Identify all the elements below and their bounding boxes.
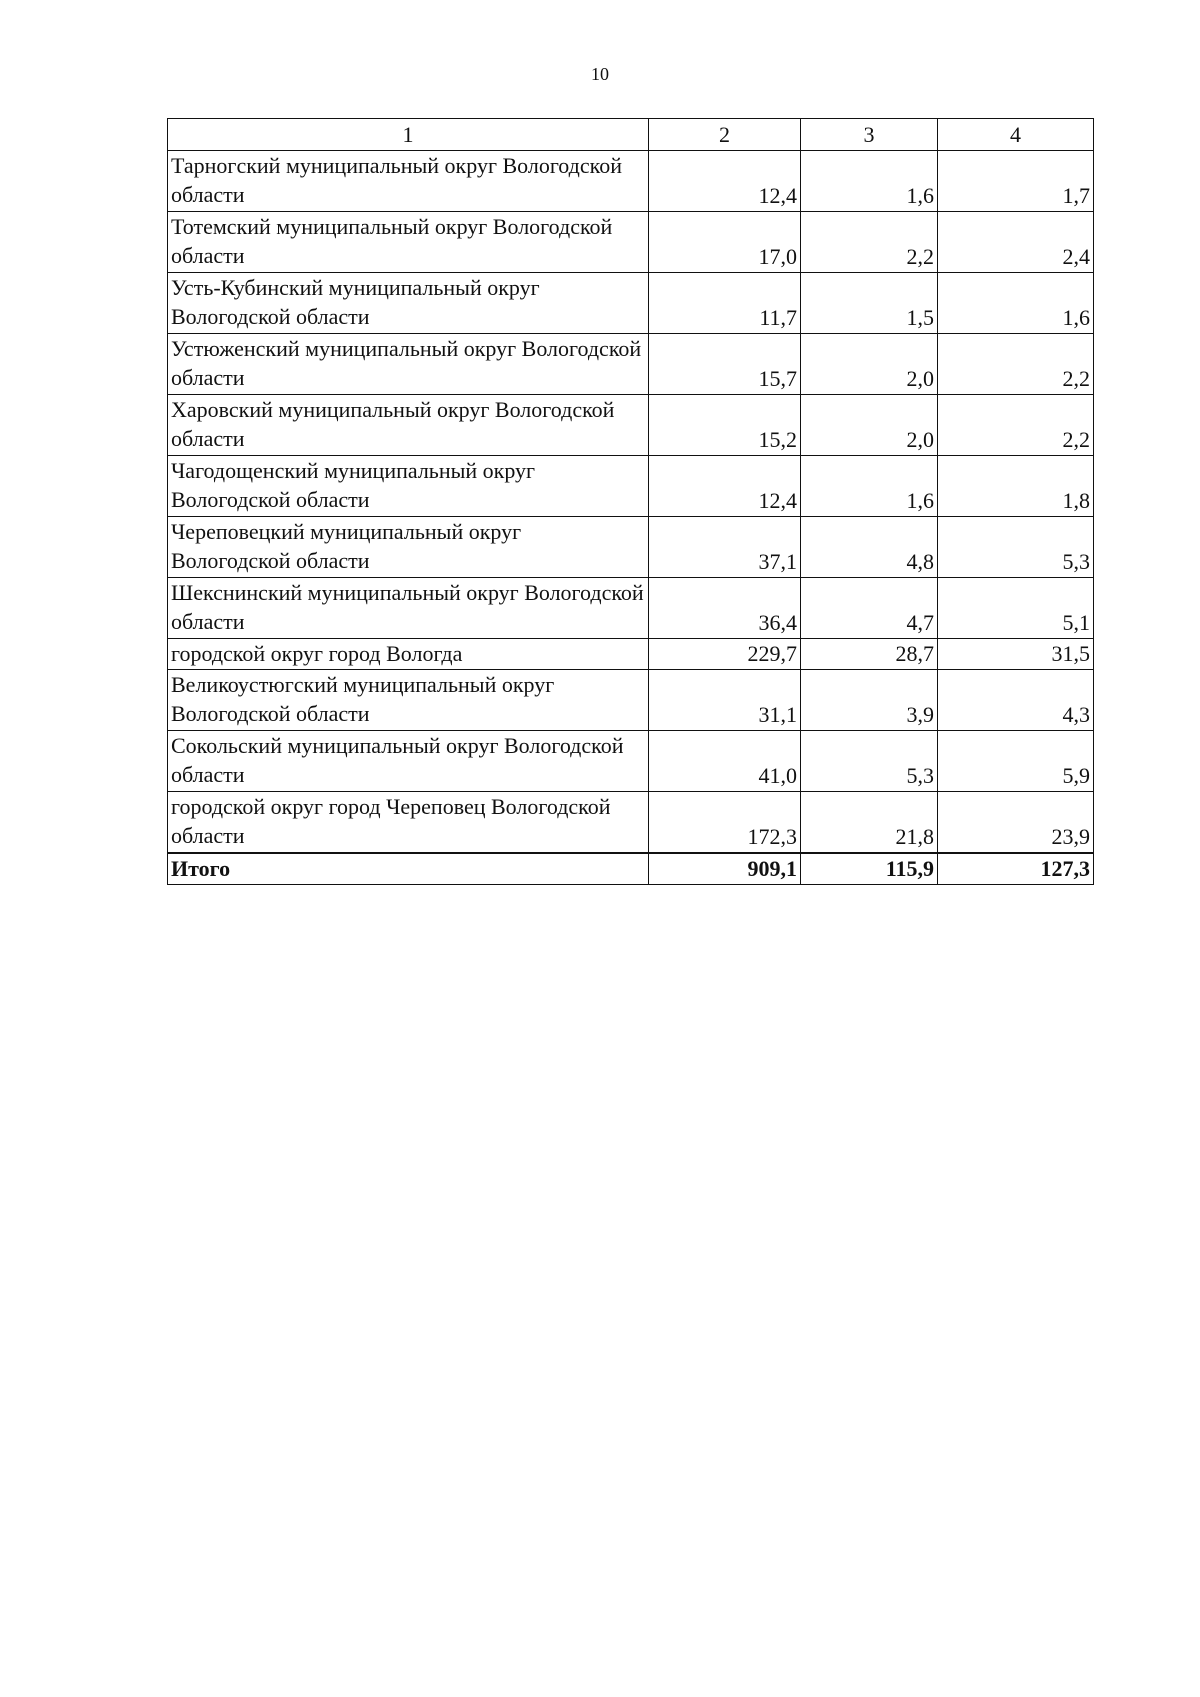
row-value-2: 36,4 xyxy=(649,578,801,639)
row-value-3: 2,0 xyxy=(801,334,938,395)
row-name: Тотемский муниципальный округ Вологодской области xyxy=(168,212,649,273)
row-value-3: 1,6 xyxy=(801,151,938,212)
row-name: Череповецкий муниципальный округ Вологодской области xyxy=(168,517,649,578)
row-value-4: 2,4 xyxy=(938,212,1094,273)
row-name: Усть-Кубинский муниципальный округ Вологодской области xyxy=(168,273,649,334)
row-value-4: 5,9 xyxy=(938,731,1094,792)
row-value-2: 11,7 xyxy=(649,273,801,334)
row-value-3: 1,6 xyxy=(801,456,938,517)
total-row xyxy=(168,853,1094,885)
total-value-2: 909,1 xyxy=(649,853,801,885)
row-value-3: 4,7 xyxy=(801,578,938,639)
table-row xyxy=(168,792,1094,854)
row-name: Харовский муниципальный округ Вологодской области xyxy=(168,395,649,456)
row-value-4: 5,3 xyxy=(938,517,1094,578)
table-row xyxy=(168,151,1094,212)
row-value-2: 41,0 xyxy=(649,731,801,792)
table-row xyxy=(168,639,1094,670)
header-cell-3: 3 xyxy=(801,119,938,151)
row-value-3: 4,8 xyxy=(801,517,938,578)
total-label: Итого xyxy=(168,853,649,885)
row-value-2: 172,3 xyxy=(649,792,801,854)
header-cell-4: 4 xyxy=(938,119,1094,151)
row-value-2: 12,4 xyxy=(649,456,801,517)
row-value-3: 1,5 xyxy=(801,273,938,334)
row-value-4: 4,3 xyxy=(938,670,1094,731)
row-value-3: 2,0 xyxy=(801,395,938,456)
data-table xyxy=(167,118,1094,885)
row-value-4: 1,6 xyxy=(938,273,1094,334)
row-value-4: 2,2 xyxy=(938,395,1094,456)
table-row xyxy=(168,670,1094,731)
row-value-4: 2,2 xyxy=(938,334,1094,395)
table-row xyxy=(168,212,1094,273)
table-row xyxy=(168,517,1094,578)
row-value-2: 229,7 xyxy=(649,639,801,670)
table-row xyxy=(168,334,1094,395)
table-row xyxy=(168,456,1094,517)
table-row xyxy=(168,731,1094,792)
table-header-row xyxy=(168,119,1094,151)
row-value-4: 1,8 xyxy=(938,456,1094,517)
row-value-2: 15,2 xyxy=(649,395,801,456)
row-value-2: 15,7 xyxy=(649,334,801,395)
row-value-2: 17,0 xyxy=(649,212,801,273)
row-value-3: 2,2 xyxy=(801,212,938,273)
table-row xyxy=(168,578,1094,639)
row-value-3: 5,3 xyxy=(801,731,938,792)
page-number: 10 xyxy=(591,64,609,84)
row-value-2: 12,4 xyxy=(649,151,801,212)
row-name: Чагодощенский муниципальный округ Вологодской области xyxy=(168,456,649,517)
table-row xyxy=(168,395,1094,456)
row-name: Устюженский муниципальный округ Вологодской области xyxy=(168,334,649,395)
row-value-4: 5,1 xyxy=(938,578,1094,639)
table-row xyxy=(168,273,1094,334)
row-value-3: 28,7 xyxy=(801,639,938,670)
row-value-3: 21,8 xyxy=(801,792,938,854)
row-value-4: 1,7 xyxy=(938,151,1094,212)
row-name: городской округ город Вологда xyxy=(168,639,649,670)
row-value-2: 31,1 xyxy=(649,670,801,731)
header-cell-2: 2 xyxy=(649,119,801,151)
row-value-4: 31,5 xyxy=(938,639,1094,670)
row-value-2: 37,1 xyxy=(649,517,801,578)
row-value-4: 23,9 xyxy=(938,792,1094,854)
row-name: городской округ город Череповец Вологодской области xyxy=(168,792,649,854)
row-name: Шекснинский муниципальный округ Вологодской области xyxy=(168,578,649,639)
row-name: Сокольский муниципальный округ Вологодской области xyxy=(168,731,649,792)
row-value-3: 3,9 xyxy=(801,670,938,731)
total-value-4: 127,3 xyxy=(938,853,1094,885)
row-name: Великоустюгский муниципальный округ Вологодской области xyxy=(168,670,649,731)
header-cell-1: 1 xyxy=(168,119,649,151)
total-value-3: 115,9 xyxy=(801,853,938,885)
row-name: Тарногский муниципальный округ Вологодской области xyxy=(168,151,649,212)
